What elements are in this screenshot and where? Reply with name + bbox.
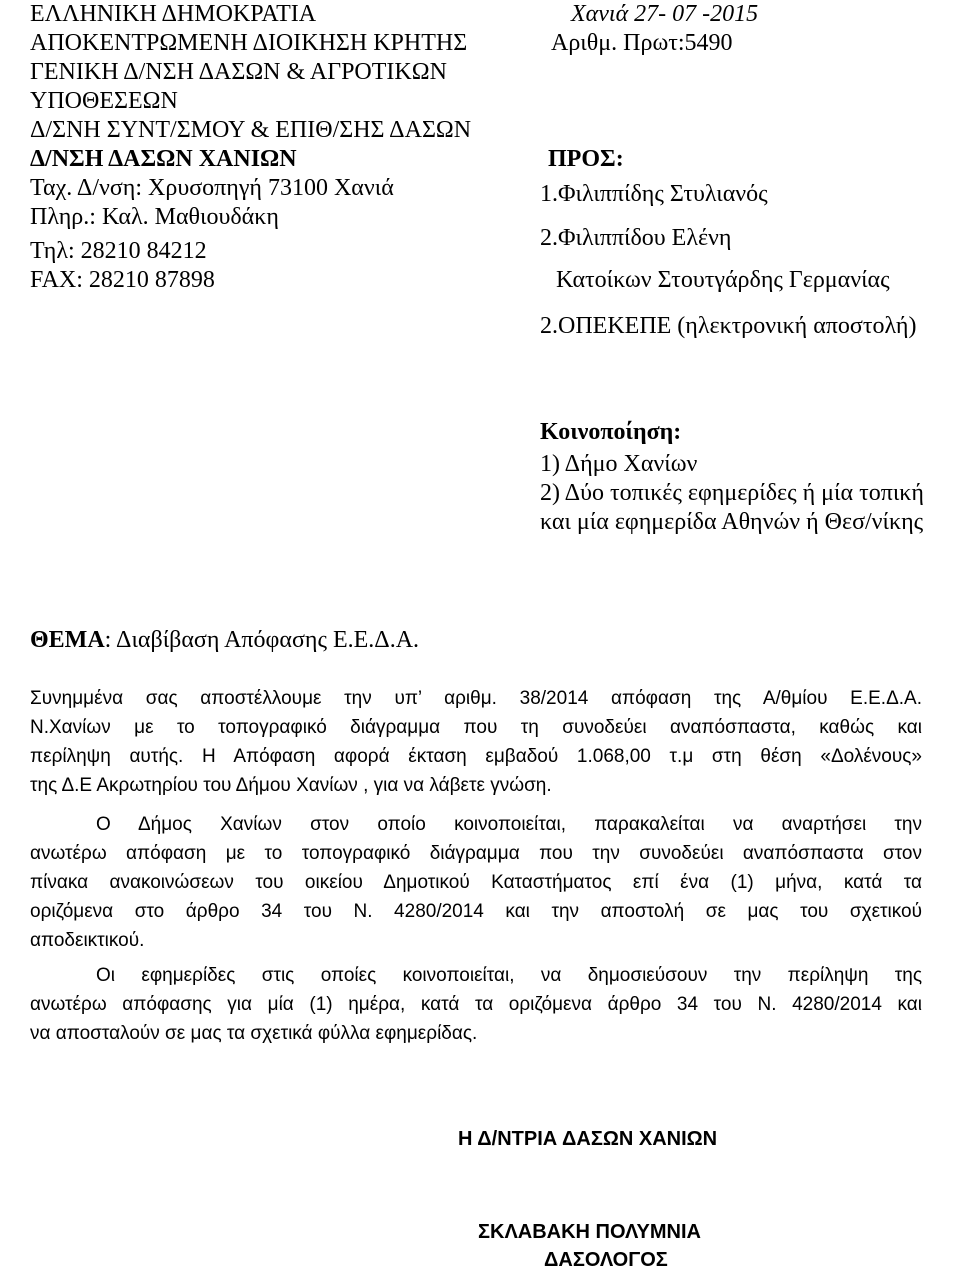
signatory-name: ΣΚΛΑΒΑΚΗ ΠΟΛΥΜΝΙΑ	[478, 1221, 701, 1243]
document-date: Χανιά 27- 07 -2015	[571, 1, 759, 27]
cc-label: Κοινοποίηση:	[540, 419, 682, 445]
signatory-role: ΔΑΣΟΛΟΓΟΣ	[544, 1249, 668, 1271]
recipient-item: 1.Φιλιππίδης Στυλιανός	[540, 181, 768, 207]
subject-text: : Διαβίβαση Απόφασης Ε.Ε.Δ.Α.	[104, 627, 420, 653]
header-line-administration: ΑΠΟΚΕΝΤΡΩΜΕΝΗ ΔΙΟΙΚΗΣΗ ΚΡΗΤΗΣ	[30, 30, 468, 56]
body-line: Συνημμένα σας αποστέλλουμε την υπ’ αριθμ. 38/2014 απόφαση της Α/θμίου Ε.Ε.Δ.Α.	[30, 688, 922, 709]
body-paragraph-2	[30, 810, 922, 955]
body-line: ανωτέρω απόφαση με το τοπογραφικό διάγραμμα που την συνοδεύει αναπόσπαστα στον	[30, 843, 922, 864]
body-line: της Δ.Ε Ακρωτηρίου του Δήμου Χανίων , για να λάβετε γνώση.	[30, 775, 552, 796]
body-line: ανωτέρω απόφασης για μία (1) ημέρα, κατά τα οριζόμενα άρθρο 34 του Ν. 4280/2014 και	[30, 994, 922, 1015]
body-line: Ο Δήμος Χανίων στον οποίο κοινοποιείται, παρακαλείται να αναρτήσει την	[96, 814, 922, 835]
body-paragraph-1	[30, 684, 922, 800]
cc-item: 2) Δύο τοπικές εφημερίδες ή μία τοπική	[540, 480, 924, 506]
recipient-item: 2.ΟΠΕΚΕΠΕ (ηλεκτρονική αποστολή)	[540, 313, 917, 339]
body-line: περίληψη αυτής. Η Απόφαση αφορά έκταση εμβαδού 1.068,00 τ.μ στη θέση «Δολένους»	[30, 746, 922, 767]
subject-label: ΘΕΜΑ	[30, 627, 105, 653]
cc-item: 1) Δήμο Χανίων	[540, 451, 698, 477]
cc-item: και μία εφημερίδα Αθηνών ή Θεσ/νίκης	[540, 509, 924, 535]
header-line-fax: FAX: 28210 87898	[30, 267, 215, 293]
signatory-title: Η Δ/ΝΤΡΙΑ ΔΑΣΩΝ ΧΑΝΙΩΝ	[458, 1128, 718, 1150]
to-label: ΠΡΟΣ:	[548, 146, 624, 172]
header-line-forest-directorate: Δ/ΝΣΗ ΔΑΣΩΝ ΧΑΝΙΩΝ	[30, 146, 297, 172]
body-line: να αποσταλούν σε μας τα σχετικά φύλλα εφημερίδας.	[30, 1023, 478, 1044]
recipient-address: Κατοίκων Στουτγάρδης Γερμανίας	[556, 267, 890, 293]
header-line-contact-person: Πληρ.: Καλ. Μαθιουδάκη	[30, 204, 279, 230]
header-line-phone: Τηλ: 28210 84212	[30, 238, 207, 264]
body-paragraph-3	[30, 961, 922, 1048]
header-line-address: Ταχ. Δ/νση: Χρυσοπηγή 73100 Χανιά	[30, 175, 394, 201]
header-line-general-directorate-cont: ΥΠΟΘΕΣΕΩΝ	[30, 88, 178, 114]
recipient-item: 2.Φιλιππίδου Ελένη	[540, 225, 732, 251]
header-line-directorate-coordination: Δ/ΣΝΗ ΣΥΝΤ/ΣΜΟΥ & ΕΠΙΘ/ΣΗΣ ΔΑΣΩΝ	[30, 117, 472, 143]
body-line: Ν.Χανίων με το τοπογραφικό διάγραμμα που τη συνοδεύει αναπόσπαστα, καθώς και	[30, 717, 922, 738]
header-line-country: ΕΛΛΗΝΙΚΗ ΔΗΜΟΚΡΑΤΙΑ	[30, 1, 317, 27]
body-line: Οι εφημερίδες στις οποίες κοινοποιείται, να δημοσιεύσουν την περίληψη της	[96, 965, 922, 986]
body-line: οριζόμενα στο άρθρο 34 του Ν. 4280/2014 και την αποστολή σε μας του σχετικού	[30, 901, 922, 922]
protocol-number: Αριθμ. Πρωτ:5490	[551, 30, 733, 56]
header-line-general-directorate: ΓΕΝΙΚΗ Δ/ΝΣΗ ΔΑΣΩΝ & ΑΓΡΟΤΙΚΩΝ	[30, 59, 447, 85]
subject-line	[30, 626, 419, 655]
body-line: αποδεικτικού.	[30, 930, 145, 951]
body-line: πίνακα ανακοινώσεων του οικείου Δημοτικού Καταστήματος επί ένα (1) μήνα, κατά τα	[30, 872, 922, 893]
